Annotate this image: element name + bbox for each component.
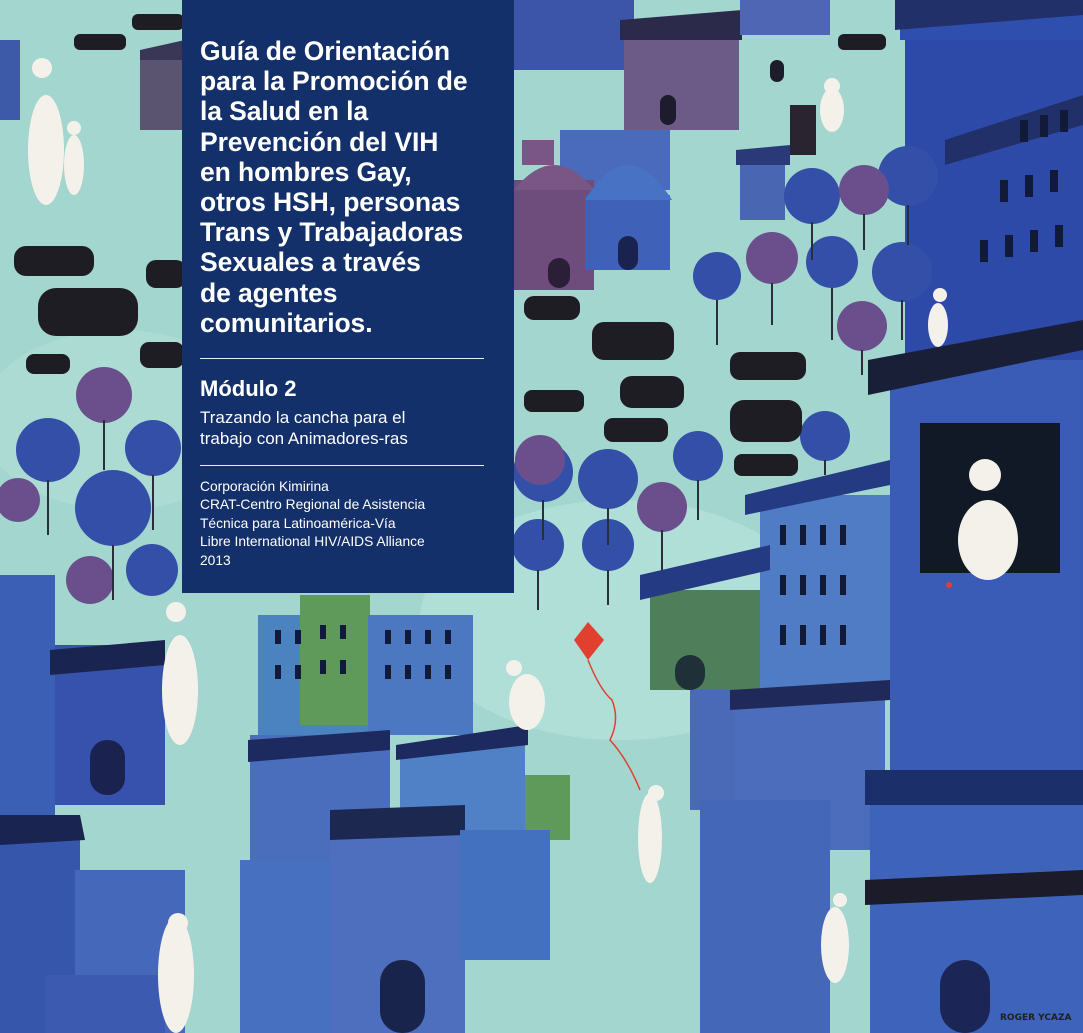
title-line: Prevención del VIH	[200, 126, 439, 157]
credits	[200, 478, 500, 570]
title-line: para la Promoción de	[200, 66, 468, 97]
credits-line: 2013	[200, 552, 231, 568]
title-line: la Salud en la	[200, 96, 368, 127]
title-line: Sexuales a través	[200, 247, 421, 278]
module-subtitle	[200, 407, 500, 449]
title-line: otros HSH, personas	[200, 187, 461, 218]
title-line: de agentes	[200, 277, 338, 308]
title-line: comunitarios.	[200, 307, 373, 338]
main-title	[200, 36, 500, 338]
bench	[790, 105, 816, 155]
module-subtitle-line: Trazando la cancha para el	[200, 408, 406, 427]
title-line: Trans y Trabajadoras	[200, 217, 464, 248]
divider-top	[200, 358, 484, 359]
title-panel	[182, 0, 514, 593]
credits-line: Técnica para Latinoamérica-Vía	[200, 515, 396, 531]
artist-signature: ROGER YCAZA	[1000, 1013, 1072, 1023]
credits-line: CRAT-Centro Regional de Asistencia	[200, 497, 426, 513]
credits-line: Libre International HIV/AIDS Alliance	[200, 534, 425, 550]
module-title: Módulo 2	[200, 376, 297, 401]
title-line: en hombres Gay,	[200, 156, 412, 187]
divider-bottom	[200, 465, 484, 466]
module-subtitle-line: trabajo con Animadores-ras	[200, 429, 408, 448]
credits-line: Corporación Kimirina	[200, 479, 329, 494]
title-line: Guía de Orientación	[200, 36, 450, 66]
bottom-right-buildings	[700, 770, 1083, 1033]
